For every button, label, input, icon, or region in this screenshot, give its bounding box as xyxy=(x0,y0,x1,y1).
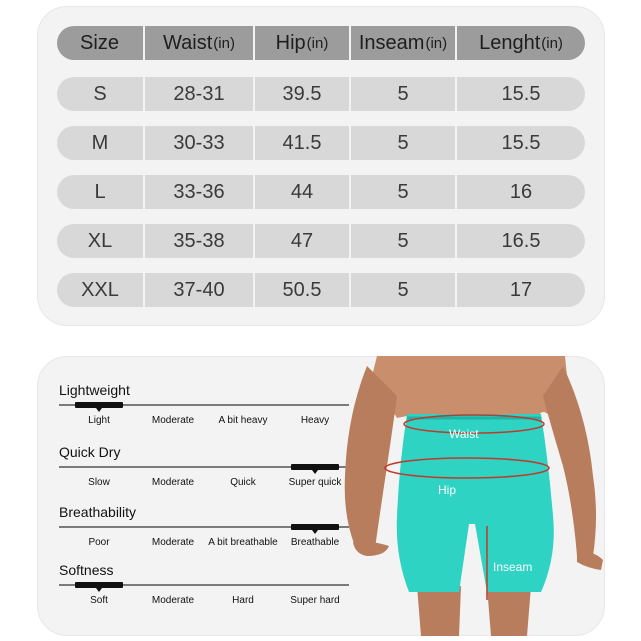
header-size: Size xyxy=(80,31,119,54)
cell-size: XXL xyxy=(81,278,119,301)
feature-title: Softness xyxy=(59,562,114,578)
size-chart-card xyxy=(37,6,605,326)
cell-waist: 37-40 xyxy=(143,273,253,307)
feature-level-label: Light xyxy=(88,415,110,426)
cell-hip: 39.5 xyxy=(253,77,349,111)
table-row xyxy=(57,224,585,258)
feature-level-label: Moderate xyxy=(151,537,195,548)
inseam-measure-label: Inseam xyxy=(493,560,533,574)
cell-inseam: 5 xyxy=(349,273,455,307)
waist-measure-label: Waist xyxy=(449,427,479,441)
feature-title: Breathability xyxy=(59,504,137,520)
cell-hip: 41.5 xyxy=(253,126,349,160)
feature-selected-marker xyxy=(291,524,339,530)
cell-length: 16.5 xyxy=(455,224,585,258)
feature-level-label: Moderate xyxy=(151,477,195,488)
feature-level-label: A bit breathable xyxy=(208,537,278,548)
cell-length: 15.5 xyxy=(455,77,585,111)
left-arm-shape xyxy=(345,366,397,548)
cell-hip: 47 xyxy=(253,224,349,258)
hip-measure-label: Hip xyxy=(438,483,457,497)
cell-waist: 35-38 xyxy=(143,224,253,258)
cell-size: M xyxy=(91,131,109,154)
table-row xyxy=(57,273,585,307)
cell-waist: 33-36 xyxy=(143,175,253,209)
feature-selected-marker xyxy=(75,582,123,588)
cell-length: 15.5 xyxy=(455,126,585,160)
left-hand-shape xyxy=(353,542,389,557)
feature-level-label: A bit heavy xyxy=(218,415,268,426)
feature-level-label: Hard xyxy=(232,595,254,606)
features-card xyxy=(37,356,605,636)
cell-waist: 28-31 xyxy=(143,77,253,111)
feature-level-label: Moderate xyxy=(151,415,195,426)
cell-inseam: 5 xyxy=(349,224,455,258)
feature-level-label: Quick xyxy=(230,477,256,488)
table-row xyxy=(57,126,585,160)
feature-level-label: Moderate xyxy=(151,595,195,606)
cell-inseam: 5 xyxy=(349,126,455,160)
cell-hip: 44 xyxy=(253,175,349,209)
header-hip: Hip (in) xyxy=(253,26,349,60)
table-row xyxy=(57,77,585,111)
left-leg-shape xyxy=(417,586,461,636)
header-waist: Waist (in) xyxy=(143,26,253,60)
right-leg-shape xyxy=(487,586,531,636)
feature-level-label: Soft xyxy=(90,595,108,606)
feature-level-label: Poor xyxy=(88,537,110,548)
cell-size: S xyxy=(93,82,107,105)
feature-level-label: Super quick xyxy=(288,477,342,488)
cell-size: XL xyxy=(87,229,113,252)
cell-hip: 50.5 xyxy=(253,273,349,307)
cell-length: 16 xyxy=(455,175,585,209)
cell-inseam: 5 xyxy=(349,175,455,209)
header-inseam: Inseam (in) xyxy=(349,26,455,60)
model-illustration xyxy=(337,356,605,636)
feature-level-label: Slow xyxy=(88,477,110,488)
cell-length: 17 xyxy=(455,273,585,307)
table-row xyxy=(57,175,585,209)
feature-level-label: Breathable xyxy=(290,537,340,548)
cell-inseam: 5 xyxy=(349,77,455,111)
cell-size: L xyxy=(94,180,106,203)
right-hand-shape xyxy=(577,552,603,570)
feature-title: Quick Dry xyxy=(59,444,121,460)
size-table-header xyxy=(57,26,585,60)
feature-level-label: Heavy xyxy=(300,415,330,426)
feature-selected-marker xyxy=(291,464,339,470)
cell-waist: 30-33 xyxy=(143,126,253,160)
feature-selected-marker xyxy=(75,402,123,408)
feature-title: Lightweight xyxy=(59,382,130,398)
feature-level-label: Super hard xyxy=(290,595,340,606)
header-length: Lenght (in) xyxy=(455,26,585,60)
